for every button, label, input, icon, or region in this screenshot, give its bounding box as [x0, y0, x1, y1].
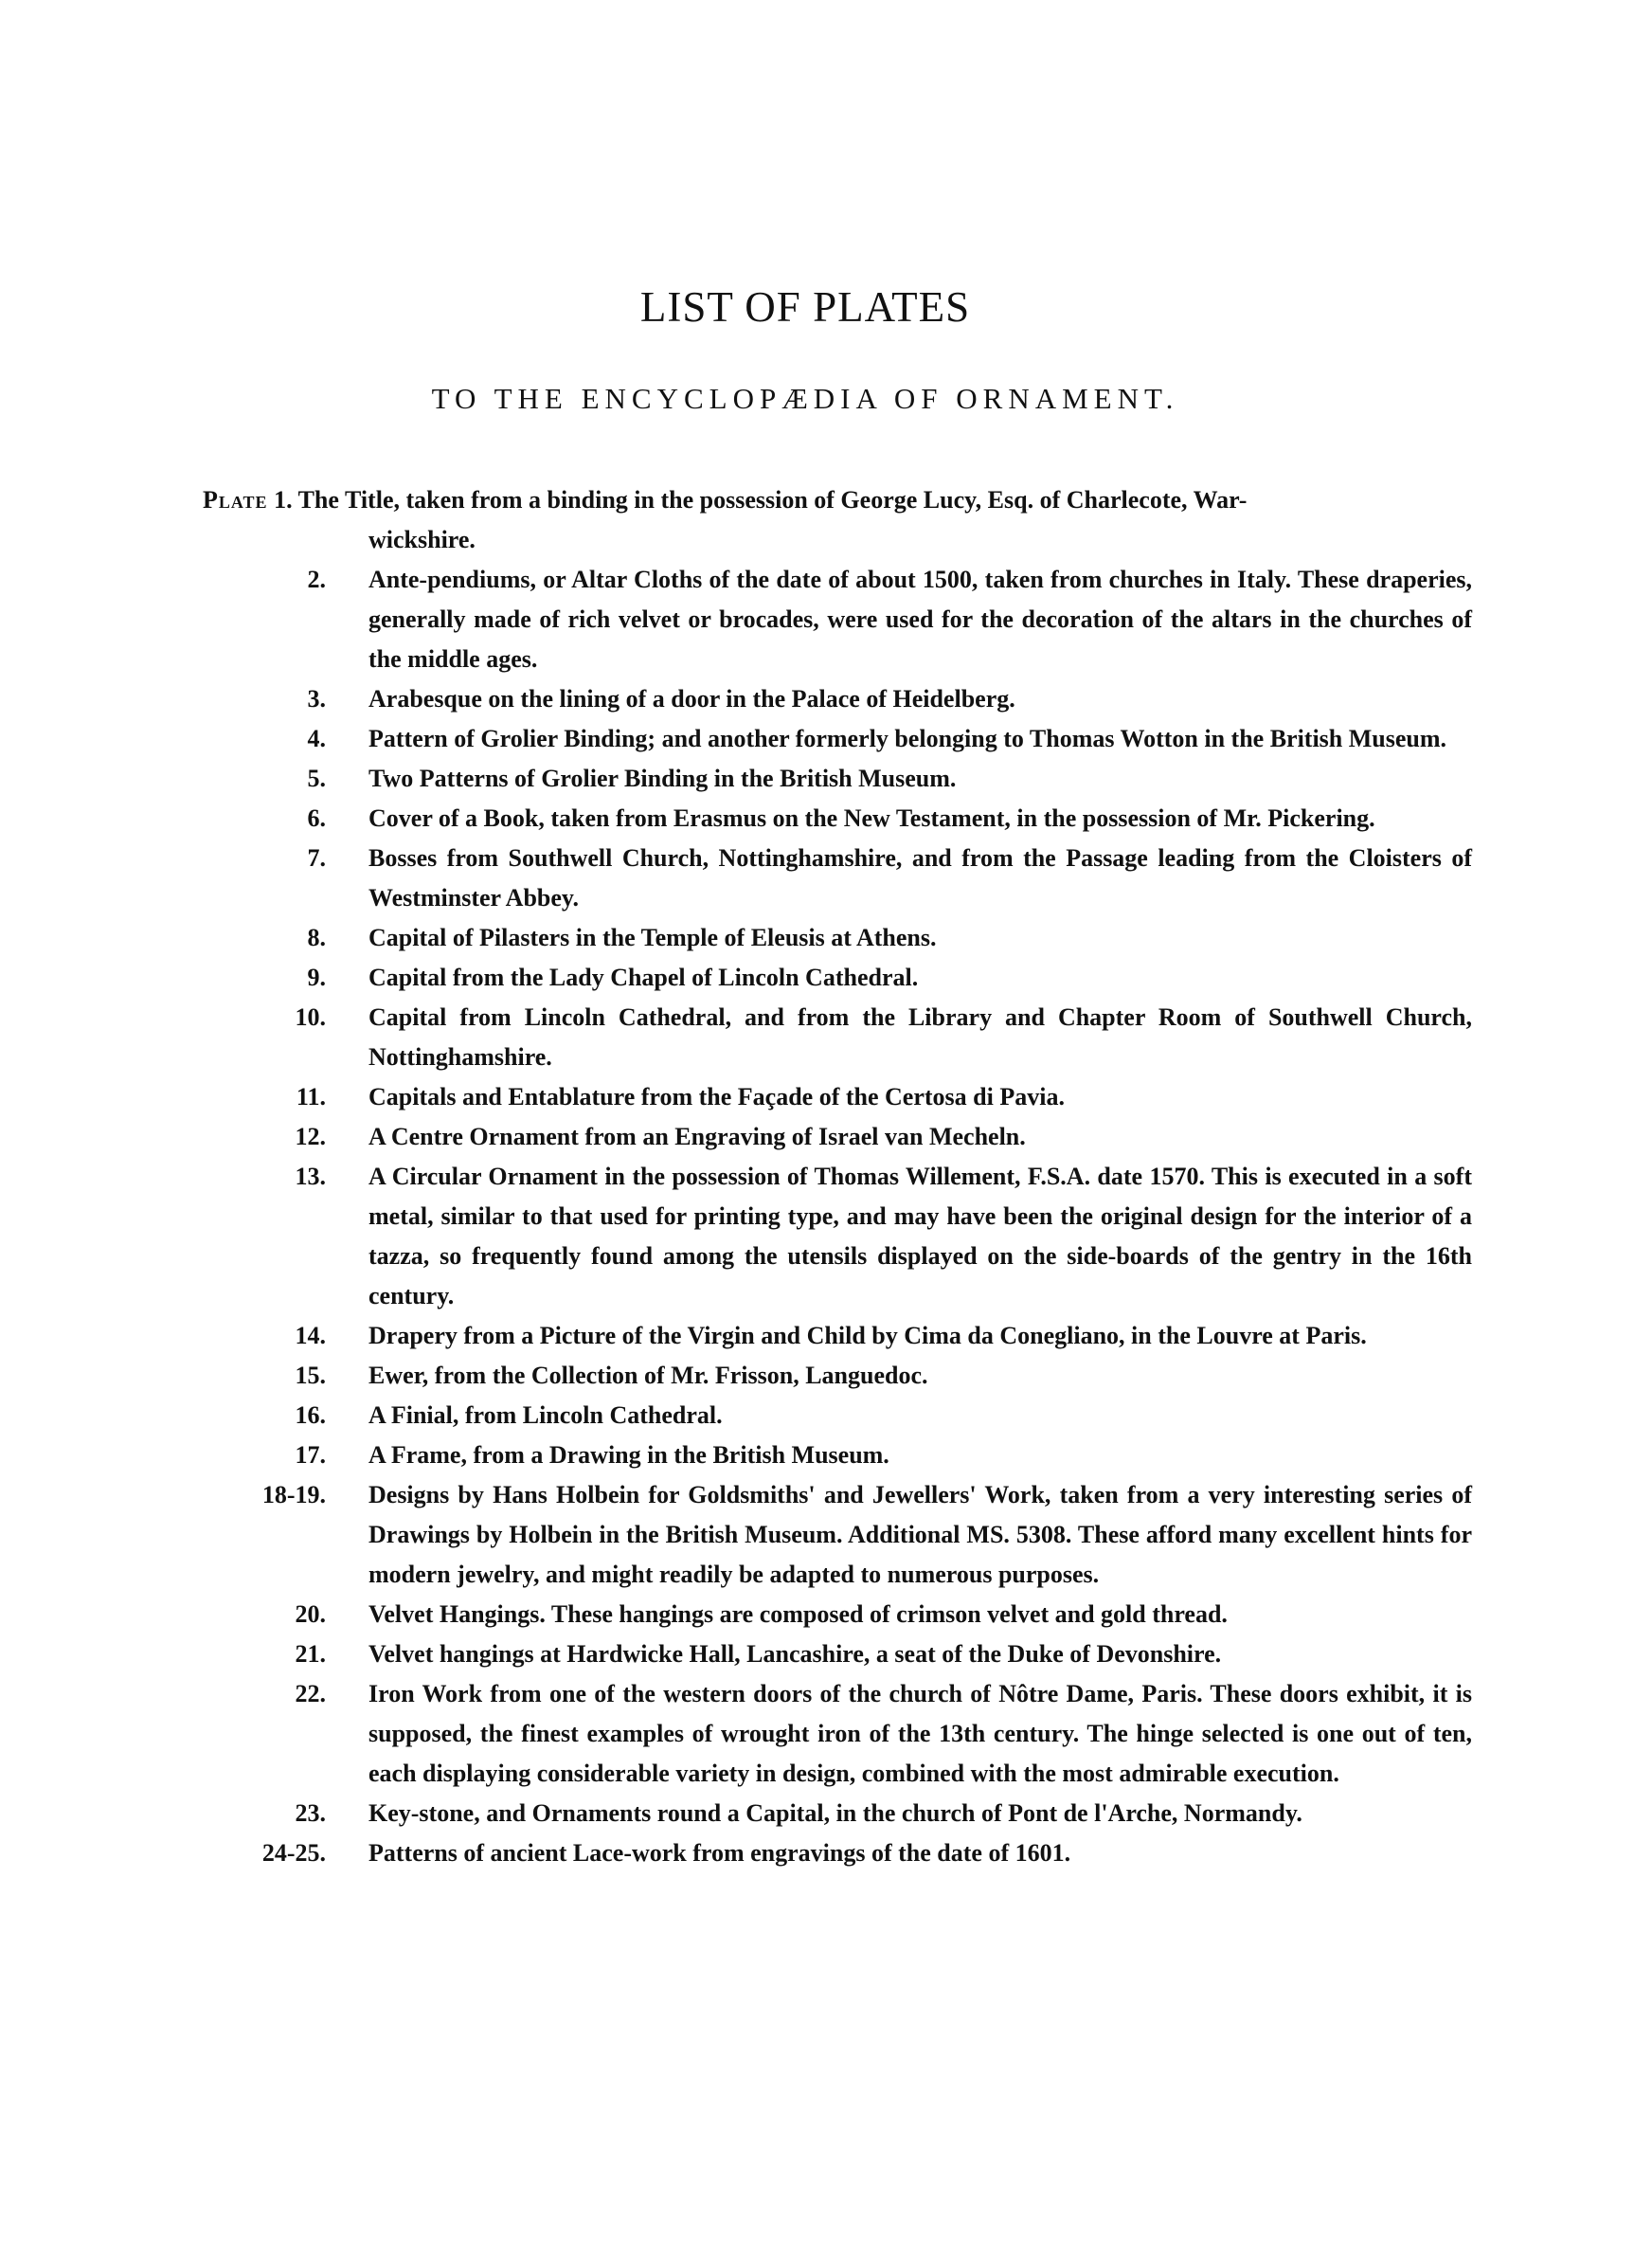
- plate-description: Capitals and Entablature from the Façade of the Certosa di Pavia.: [368, 1083, 1065, 1110]
- plate-number: 20.: [295, 1600, 326, 1628]
- plate-description: Drapery from a Picture of the Virgin and Child by Cima da Conegliano, in the Louvre at Paris.: [368, 1322, 1367, 1349]
- plate-entry: [203, 1674, 1472, 1794]
- plate-description-continuation: wickshire.: [368, 526, 476, 553]
- plate-entry: [203, 1117, 1472, 1157]
- plate-entry: [203, 1356, 1472, 1396]
- plate-entry: [203, 719, 1472, 759]
- plate-description: Pattern of Grolier Binding; and another formerly belonging to Thomas Wotton in the British Museum.: [368, 725, 1447, 752]
- plate-number: 1.: [274, 486, 293, 514]
- plate-entry: [203, 958, 1472, 998]
- plate-number: 24-25.: [261, 1839, 326, 1867]
- plate-number: 2.: [307, 566, 326, 593]
- plate-number: 7.: [307, 844, 326, 872]
- plate-number: 11.: [296, 1083, 326, 1110]
- plate-description: Ante-pendiums, or Altar Cloths of the date of about 1500, taken from churches in Italy. These draperies, generally made of rich velvet or brocades, were used for the decoration of the altars in the churches of the middle ages.: [368, 566, 1472, 673]
- plate-entry: [203, 480, 1472, 560]
- page-subtitle: TO THE ENCYCLOPÆDIA OF ORNAMENT.: [431, 382, 1179, 415]
- plate-number: 8.: [307, 924, 326, 951]
- plate-entry: [203, 839, 1472, 918]
- plate-entry: [203, 1157, 1472, 1316]
- plate-number: 9.: [307, 964, 326, 991]
- plate-number: 17.: [295, 1441, 326, 1469]
- plate-number: 15.: [295, 1362, 326, 1389]
- plate-entry: [203, 1595, 1472, 1634]
- plate-number: 6.: [307, 804, 326, 832]
- plate-number: 10.: [295, 1003, 326, 1031]
- plate-description: Capital of Pilasters in the Temple of Eleusis at Athens.: [368, 924, 937, 951]
- plate-number: 12.: [295, 1123, 326, 1150]
- plate-number: 3.: [307, 685, 326, 713]
- plate-entry: [203, 918, 1472, 958]
- plate-number: 14.: [295, 1322, 326, 1349]
- plate-description: Velvet hangings at Hardwicke Hall, Lancashire, a seat of the Duke of Devonshire.: [368, 1640, 1222, 1668]
- plate-description: A Frame, from a Drawing in the British Museum.: [368, 1441, 889, 1469]
- plate-entry: [203, 1316, 1472, 1356]
- plate-description: Velvet Hangings. These hangings are composed of crimson velvet and gold thread.: [368, 1600, 1228, 1628]
- plate-entry: [203, 679, 1472, 719]
- plate-number: 22.: [295, 1680, 326, 1707]
- plate-description: A Circular Ornament in the possession of Thomas Willement, F.S.A. date 1570. This is executed in a soft metal, similar to that used for printing type, and may have been the original design for the interior of a tazza, so frequently found among the utensils displayed on the side-boards of the gentry in the 16th century.: [368, 1163, 1472, 1309]
- plate-entry: [203, 560, 1472, 679]
- plate-description: A Finial, from Lincoln Cathedral.: [368, 1401, 723, 1429]
- plate-description: Cover of a Book, taken from Erasmus on the New Testament, in the possession of Mr. Pickering.: [368, 804, 1375, 832]
- plate-description: Key-stone, and Ornaments round a Capital, in the church of Pont de l'Arche, Normandy.: [368, 1799, 1302, 1827]
- plate-entry: [203, 1475, 1472, 1595]
- plate-entry: [203, 799, 1472, 839]
- plate-description: Patterns of ancient Lace-work from engravings of the date of 1601.: [368, 1839, 1071, 1867]
- plate-number: 13.: [295, 1163, 326, 1190]
- plate-description: The Title, taken from a binding in the possession of George Lucy, Esq. of Charlecote, War-: [297, 486, 1248, 514]
- plate-description: Arabesque on the lining of a door in the Palace of Heidelberg.: [368, 685, 1015, 713]
- plate-entry: [203, 1435, 1472, 1475]
- page-title: LIST OF PLATES: [639, 283, 971, 331]
- plate-entry: [203, 1634, 1472, 1674]
- plate-entry: [203, 1833, 1472, 1873]
- plate-entry: [203, 1396, 1472, 1435]
- plate-entry: [203, 1077, 1472, 1117]
- plate-number: 18-19.: [261, 1481, 326, 1508]
- plate-number: 5.: [307, 765, 326, 792]
- plate-description: Two Patterns of Grolier Binding in the British Museum.: [368, 765, 957, 792]
- plate-entry: [203, 759, 1472, 799]
- plate-description: Capital from Lincoln Cathedral, and from the Library and Chapter Room of Southwell Church, Nottinghamshire.: [368, 1003, 1472, 1071]
- plate-entry: [203, 1794, 1472, 1833]
- plate-number: 16.: [295, 1401, 326, 1429]
- plate-label: Plate: [203, 486, 268, 514]
- plate-description: A Centre Ornament from an Engraving of Israel van Mecheln.: [368, 1123, 1026, 1150]
- plate-description: Bosses from Southwell Church, Nottinghamshire, and from the Passage leading from the Cloisters of Westminster Abbey.: [368, 844, 1472, 912]
- plate-number: 21.: [295, 1640, 326, 1668]
- plate-description: Designs by Hans Holbein for Goldsmiths' and Jewellers' Work, taken from a very interesting series of Drawings by Holbein in the British Museum. Additional MS. 5308. These afford many excellent hints for modern jewelry, and might readily be adapted to numerous purposes.: [368, 1481, 1472, 1588]
- plate-number: 23.: [295, 1799, 326, 1827]
- plate-number: 4.: [307, 725, 326, 752]
- plate-entry: [203, 998, 1472, 1077]
- plate-description: Iron Work from one of the western doors of the church of Nôtre Dame, Paris. These doors exhibit, it is supposed, the finest examples of wrought iron of the 13th century. The hinge selected is one out of ten, each displaying considerable variety in design, combined with the most admirable execution.: [368, 1680, 1472, 1787]
- plate-list: [203, 480, 1472, 1873]
- plate-description: Ewer, from the Collection of Mr. Frisson, Languedoc.: [368, 1362, 928, 1389]
- plate-description: Capital from the Lady Chapel of Lincoln Cathedral.: [368, 964, 919, 991]
